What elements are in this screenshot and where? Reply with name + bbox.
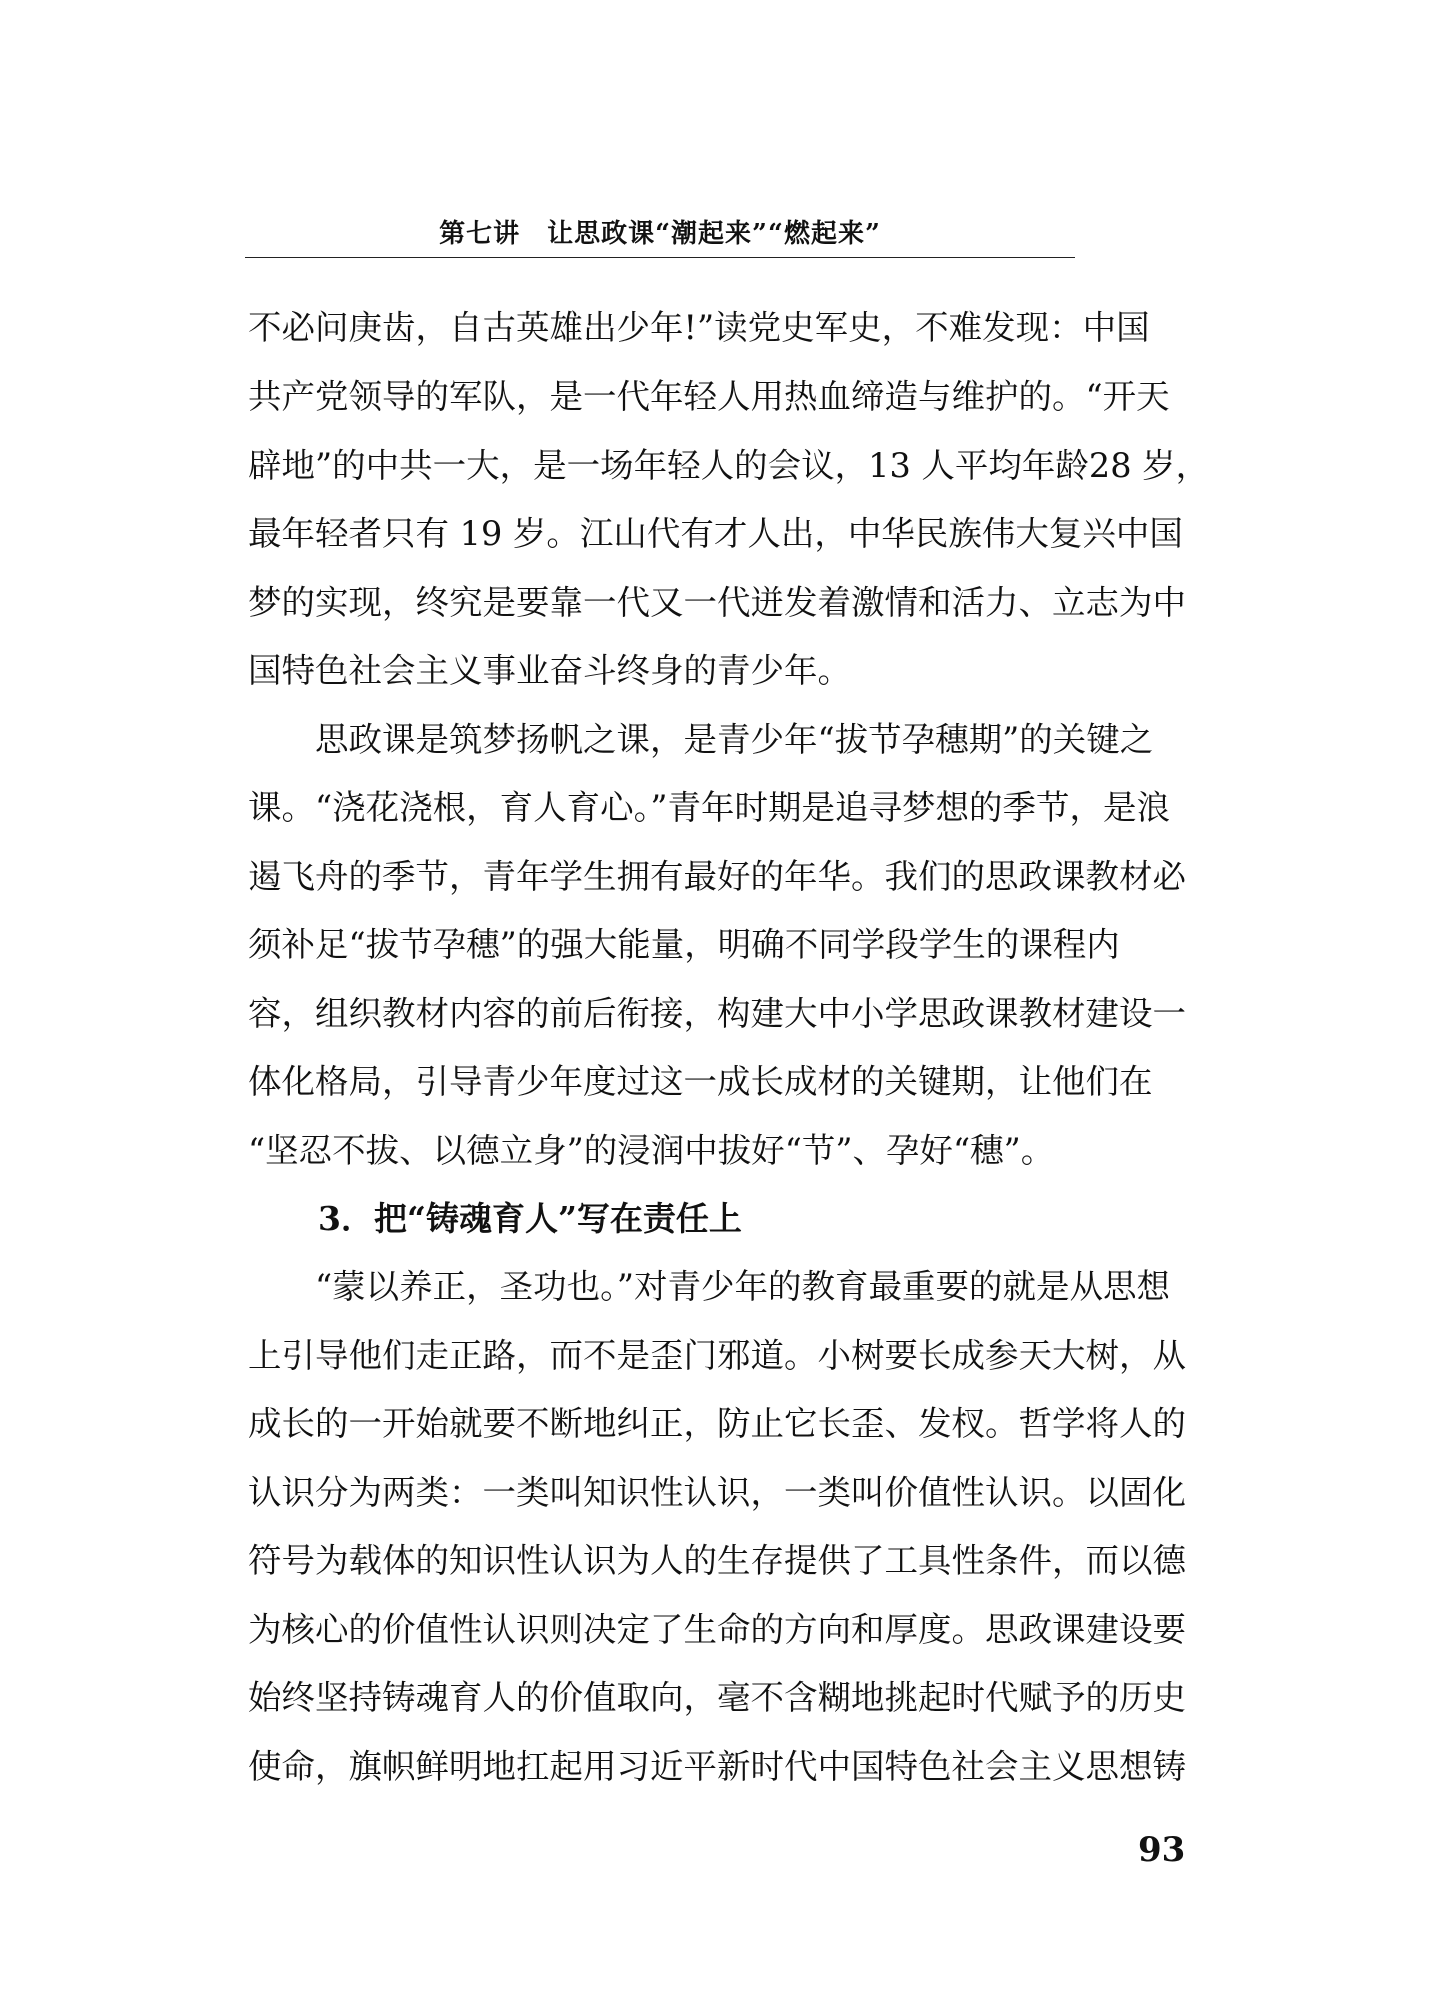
body-line: “蒙以养正，圣功也。”对青少年的教育最重要的就是从思想 [248,1267,1171,1306]
section-heading: 3．把“铸魂育人”写在责任上 [318,1199,742,1238]
body-line: 认识分为两类：一类叫知识性认识，一类叫价值性认识。以固化 [248,1473,1186,1512]
body-line: 辟地”的中共一大，是一场年轻人的会议，13 人平均年龄28 岁， [248,446,1210,485]
body-line: 梦的实现，终究是要靠一代又一代迸发着激情和活力、立志为中 [248,583,1186,622]
body-line: 国特色社会主义事业奋斗终身的青少年。 [248,651,851,690]
body-line: 符号为载体的知识性认识为人的生存提供了工具性条件，而以德 [248,1541,1186,1580]
body-line: 不必问庚齿，自古英雄出少年!”读党史军史，不难发现：中国 [248,308,1150,347]
body-line: 共产党领导的军队，是一代年轻人用热血缔造与维护的。“开天 [248,377,1170,416]
body-line: 容，组织教材内容的前后衔接，构建大中小学思政课教材建设一 [248,994,1186,1033]
header-rule [245,257,1075,258]
body-line: 思政课是筑梦扬帆之课，是青少年“拔节孕穗期”的关键之 [248,720,1154,759]
body-line: “坚忍不拔、以德立身”的浸润中拔好“节”、孕好“穗”。 [248,1131,1055,1170]
body-line: 使命，旗帜鲜明地扛起用习近平新时代中国特色社会主义思想铸 [248,1747,1186,1786]
body-line: 遏飞舟的季节，青年学生拥有最好的年华。我们的思政课教材必 [248,857,1186,896]
body-line: 为核心的价值性认识则决定了生命的方向和厚度。思政课建设要 [248,1610,1186,1649]
running-header: 第七讲 让思政课“潮起来”“燃起来” [439,219,881,249]
body-line: 最年轻者只有 19 岁。江山代有才人出，中华民族伟大复兴中国 [248,514,1183,553]
body-line: 体化格局，引导青少年度过这一成长成材的关键期，让他们在 [248,1062,1153,1101]
page-number: 93 [1138,1830,1186,1870]
body-line: 始终坚持铸魂育人的价值取向，毫不含糊地挑起时代赋予的历史 [248,1678,1186,1717]
body-line: 课。“浇花浇根，育人育心。”青年时期是追寻梦想的季节，是浪 [248,788,1171,827]
body-line: 成长的一开始就要不断地纠正，防止它长歪、发杈。哲学将人的 [248,1404,1186,1443]
body-line: 须补足“拔节孕穗”的强大能量，明确不同学段学生的课程内 [248,925,1120,964]
body-line: 上引导他们走正路，而不是歪门邪道。小树要长成参天大树，从 [248,1336,1186,1375]
